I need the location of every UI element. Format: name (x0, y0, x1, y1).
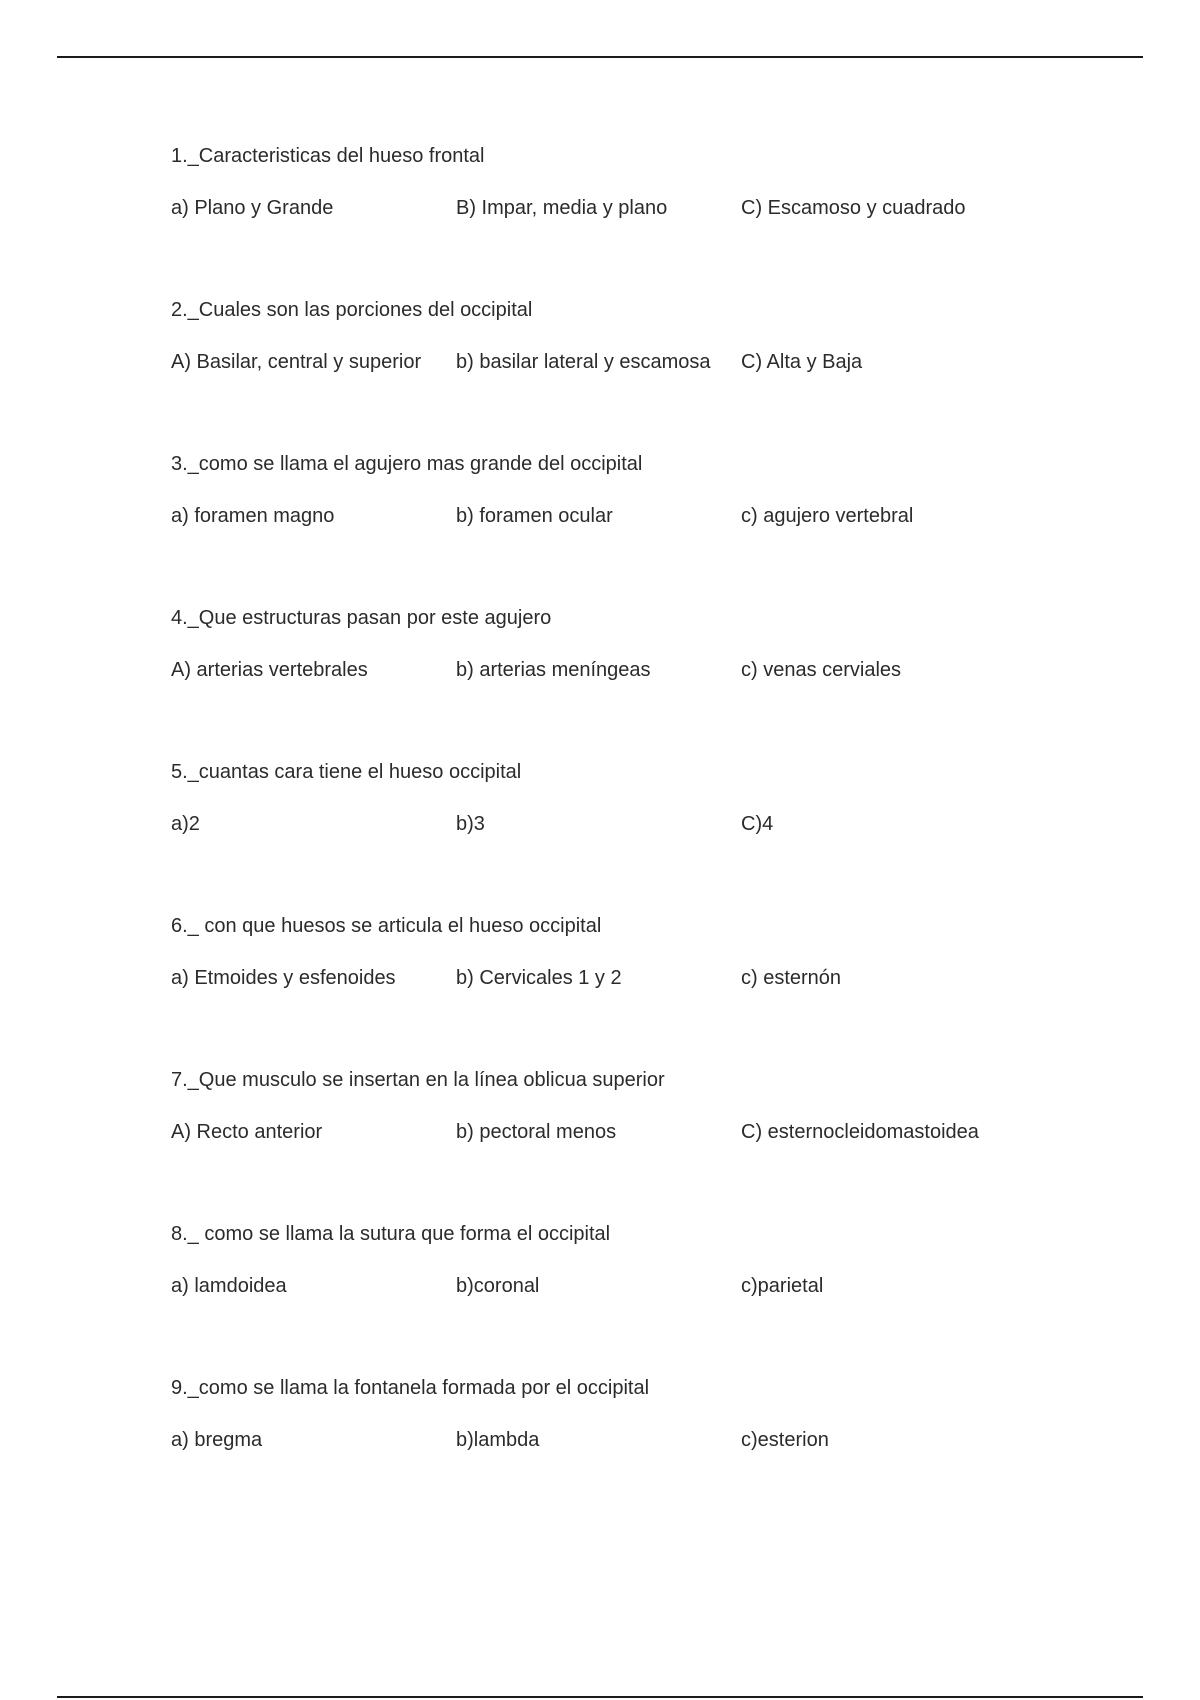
option-b: b) pectoral menos (456, 1121, 617, 1143)
answer-options (171, 1120, 1131, 1144)
question-4 (171, 606, 1131, 682)
option-a: a) lamdoidea (171, 1275, 287, 1297)
option-b: b)3 (456, 813, 485, 835)
question-1 (171, 144, 1131, 220)
question-7 (171, 1068, 1131, 1144)
footer-rule (57, 1696, 1143, 1698)
question-8 (171, 1222, 1131, 1298)
option-c: c) agujero vertebral (741, 505, 914, 527)
option-c: c)esterion (741, 1429, 829, 1451)
question-text: 8._ como se llama la sutura que forma el occipital (171, 1223, 611, 1245)
option-a: A) arterias vertebrales (171, 659, 368, 681)
header-rule (57, 56, 1143, 58)
question-text: 4._Que estructuras pasan por este agujero (171, 607, 552, 629)
question-text: 3._como se llama el agujero mas grande del occipital (171, 453, 643, 475)
option-c: c) venas cerviales (741, 659, 902, 681)
answer-options (171, 196, 1131, 220)
option-b: B) Impar, media y plano (456, 197, 668, 219)
option-c: C) Escamoso y cuadrado (741, 197, 966, 219)
question-text: 9._como se llama la fontanela formada por el occipital (171, 1377, 650, 1399)
option-c: C)4 (741, 813, 774, 835)
option-c: C) esternocleidomastoidea (741, 1121, 979, 1143)
option-a: A) Recto anterior (171, 1121, 323, 1143)
question-text: 2._Cuales son las porciones del occipital (171, 299, 533, 321)
option-c: c) esternón (741, 967, 842, 989)
answer-options (171, 1428, 1131, 1452)
option-a: a)2 (171, 813, 200, 835)
answer-options (171, 658, 1131, 682)
option-b: b) basilar lateral y escamosa (456, 351, 711, 373)
question-text: 1._Caracteristicas del hueso frontal (171, 145, 485, 167)
option-c: c)parietal (741, 1275, 824, 1297)
question-text: 5._cuantas cara tiene el hueso occipital (171, 761, 522, 783)
answer-options (171, 350, 1131, 374)
answer-options (171, 504, 1131, 528)
question-9 (171, 1376, 1131, 1452)
question-5 (171, 760, 1131, 836)
option-b: b)coronal (456, 1275, 540, 1297)
option-a: A) Basilar, central y superior (171, 351, 422, 373)
option-a: a) Plano y Grande (171, 197, 334, 219)
question-text: 7._Que musculo se insertan en la línea oblicua superior (171, 1069, 665, 1091)
question-text: 6._ con que huesos se articula el hueso occipital (171, 915, 602, 937)
option-a: a) foramen magno (171, 505, 335, 527)
option-a: a) bregma (171, 1429, 263, 1451)
answer-options (171, 966, 1131, 990)
option-b: b) Cervicales 1 y 2 (456, 967, 622, 989)
option-b: b)lambda (456, 1429, 540, 1451)
answer-options (171, 812, 1131, 836)
option-b: b) foramen ocular (456, 505, 613, 527)
question-6 (171, 914, 1131, 990)
question-3 (171, 452, 1131, 528)
answer-options (171, 1274, 1131, 1298)
option-b: b) arterias meníngeas (456, 659, 651, 681)
option-c: C) Alta y Baja (741, 351, 863, 373)
question-2 (171, 298, 1131, 374)
option-a: a) Etmoides y esfenoides (171, 967, 396, 989)
